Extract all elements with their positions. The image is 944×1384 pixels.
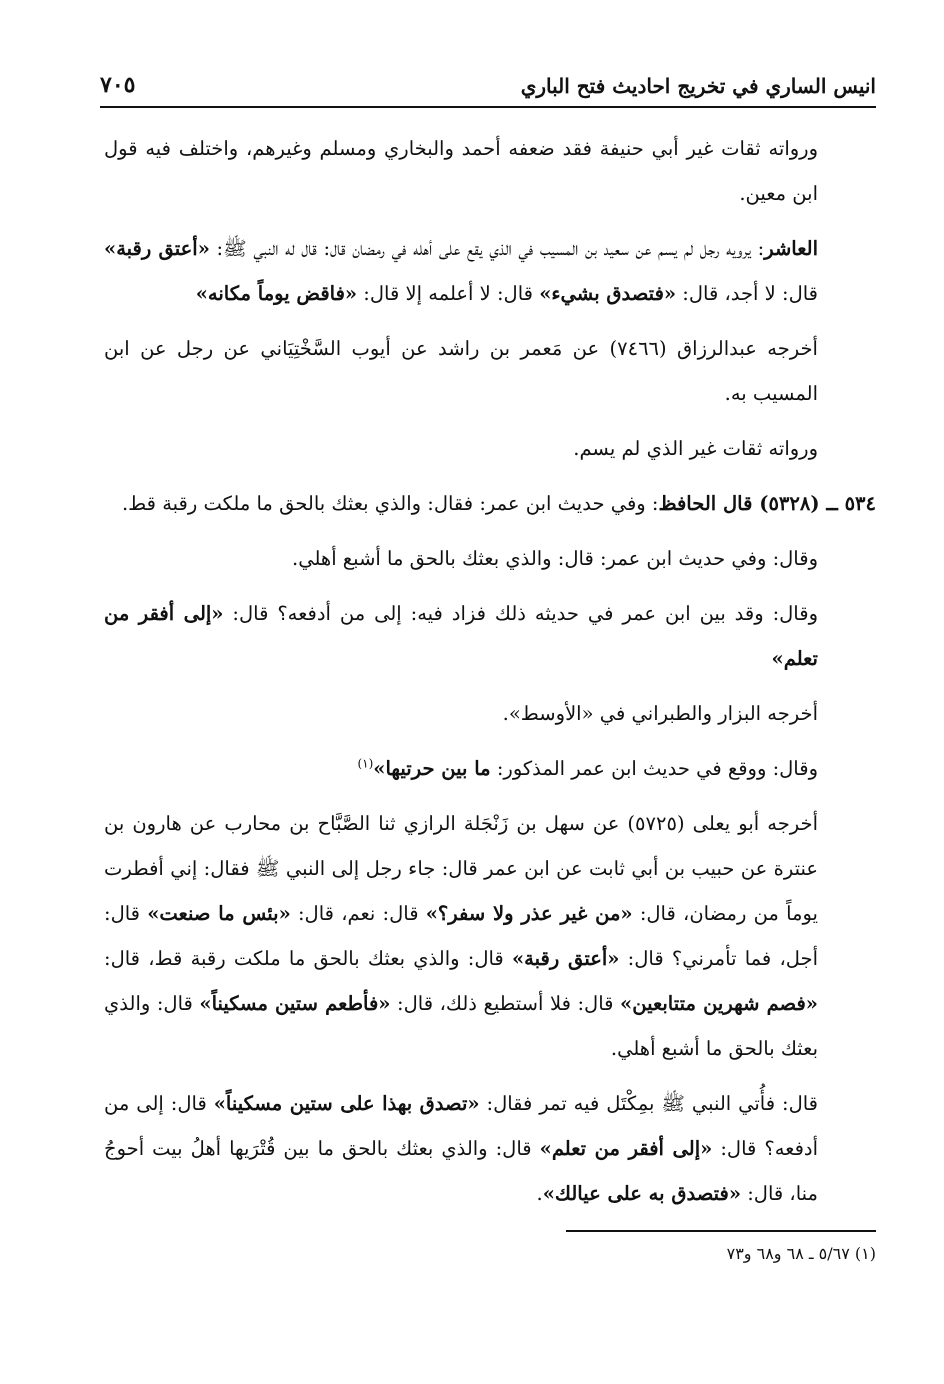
text-run: قال: والذي بعثك بالحق ما بين قُتْرَيها أهلُ بيت أحوجُ منا، قال: [104, 1137, 818, 1205]
text-run: قال: إلى من أدفعه؟ قال: [104, 1092, 818, 1160]
text-run: قال: نعم، قال: [290, 902, 426, 925]
hadith-quote: «فأطعم ستين مسكيناً» [199, 992, 391, 1015]
paragraph [104, 326, 876, 416]
footnote-divider [566, 1230, 876, 1232]
text-run: أخرجه البزار والطبراني في «الأوسط». [502, 702, 818, 725]
hadith-quote: «من غير عذر ولا سفر؟» [425, 902, 633, 925]
footnote: (١) ٥/٦٧ ـ ٦٨ و٦٨ و٧٣ [726, 1244, 876, 1263]
paragraph [104, 691, 876, 736]
text-run: وقال: وفي حديث ابن عمر: قال: والذي بعثك بالحق ما أشبع أهلي. [292, 547, 818, 570]
paragraph [104, 481, 876, 526]
page-number: ٧٠٥ [100, 72, 136, 98]
text-run: وقال: ووقع في حديث ابن عمر المذكور: [490, 757, 818, 780]
text-run: قال: فلا أستطيع ذلك، قال: [390, 992, 621, 1015]
paragraph [104, 426, 876, 471]
hadith-quote: «فتصدق بشيء» [539, 282, 677, 305]
paragraph [104, 226, 876, 316]
text-run: : يرويه رجل لم يسم عن سعيد بن المسيب في الذي يقع على أهله في رمضان قال: قال له النبي ﷺ: [209, 237, 765, 260]
hadith-quote: ما بين حرتيها» [373, 757, 491, 780]
hadith-quote: «بئس ما صنعت» [147, 902, 291, 925]
text-run: قال: لا أجد، قال: [676, 282, 818, 305]
text-run: قال: لا أعلمه إلا قال: [357, 282, 540, 305]
hadith-quote: «فصم شهرين متتابعين» [620, 992, 818, 1015]
hadith-quote: «إلى أفقر من تعلم» [104, 602, 818, 670]
section-lead: العاشر [764, 237, 818, 260]
book-title: انيس الساري في تخريج احاديث فتح الباري [520, 74, 876, 98]
text-run: ورواته ثقات غير أبي حنيفة فقد ضعفه أحمد والبخاري ومسلم وغيرهم، واختلف فيه قول ابن معين. [104, 137, 818, 205]
text-run: أخرجه أبو يعلى (٥٧٢٥) عن سهل بن زَنْجَلة الرازي ثنا الصَّبَّاح بن محارب عن هارون بن عنترة عن حبيب بن أبي ثابت عن ابن عمر قال: جاء رجل إلى النبي ﷺ فقال: إني أفطرت يوماً من رمضان، قال: [104, 812, 818, 925]
text-run: قال: والذي بعثك بالحق ما أشبع أهلي. [104, 992, 818, 1060]
footnote-reference[interactable]: (١) [357, 756, 374, 771]
text-run: وقال: وقد بين ابن عمر في حديثه ذلك فزاد فيه: إلى من أدفعه؟ قال: [223, 602, 818, 625]
running-header [100, 70, 876, 108]
text-run: قال: أجل، فما تأمرني؟ قال: [104, 902, 819, 970]
text-run: قال: والذي بعثك بالحق ما ملكت رقبة قط، قال: [104, 947, 512, 970]
hadith-quote: «إلى أفقر من تعلم» [539, 1137, 713, 1160]
hadith-quote: «فتصدق به على عيالك» [542, 1182, 742, 1205]
hadith-quote: «تصدق بهذا على ستين مسكيناً» [213, 1092, 480, 1115]
paragraph [104, 536, 876, 581]
hadith-quote: «أعتق رقبة» [104, 237, 210, 260]
paragraph [104, 746, 876, 791]
paragraph [104, 801, 876, 1071]
text-run: : وفي حديث ابن عمر: فقال: والذي بعثك بالحق ما ملكت رقبة قط. [121, 492, 659, 515]
text-run: ورواته ثقات غير الذي لم يسم. [573, 437, 818, 460]
hadith-number: ٥٣٤ ــ (٥٣٢٨) قال الحافظ [658, 492, 876, 515]
paragraph [104, 126, 876, 216]
text-run: أخرجه عبدالرزاق (٧٤٦٦) عن مَعمر بن راشد عن أيوب السَّخْتِيَاني عن رجل عن ابن المسيب به. [104, 337, 818, 405]
text-run: قال: فأُتي النبي ﷺ بمِكْتَل فيه تمر فقال: [479, 1092, 819, 1115]
paragraph [104, 591, 876, 681]
main-text [104, 126, 876, 1226]
hadith-quote: «أعتق رقبة» [511, 947, 620, 970]
text-run: . [536, 1182, 543, 1205]
hadith-quote: «فاقض يوماً مكانه» [195, 282, 358, 305]
paragraph [104, 1081, 876, 1216]
